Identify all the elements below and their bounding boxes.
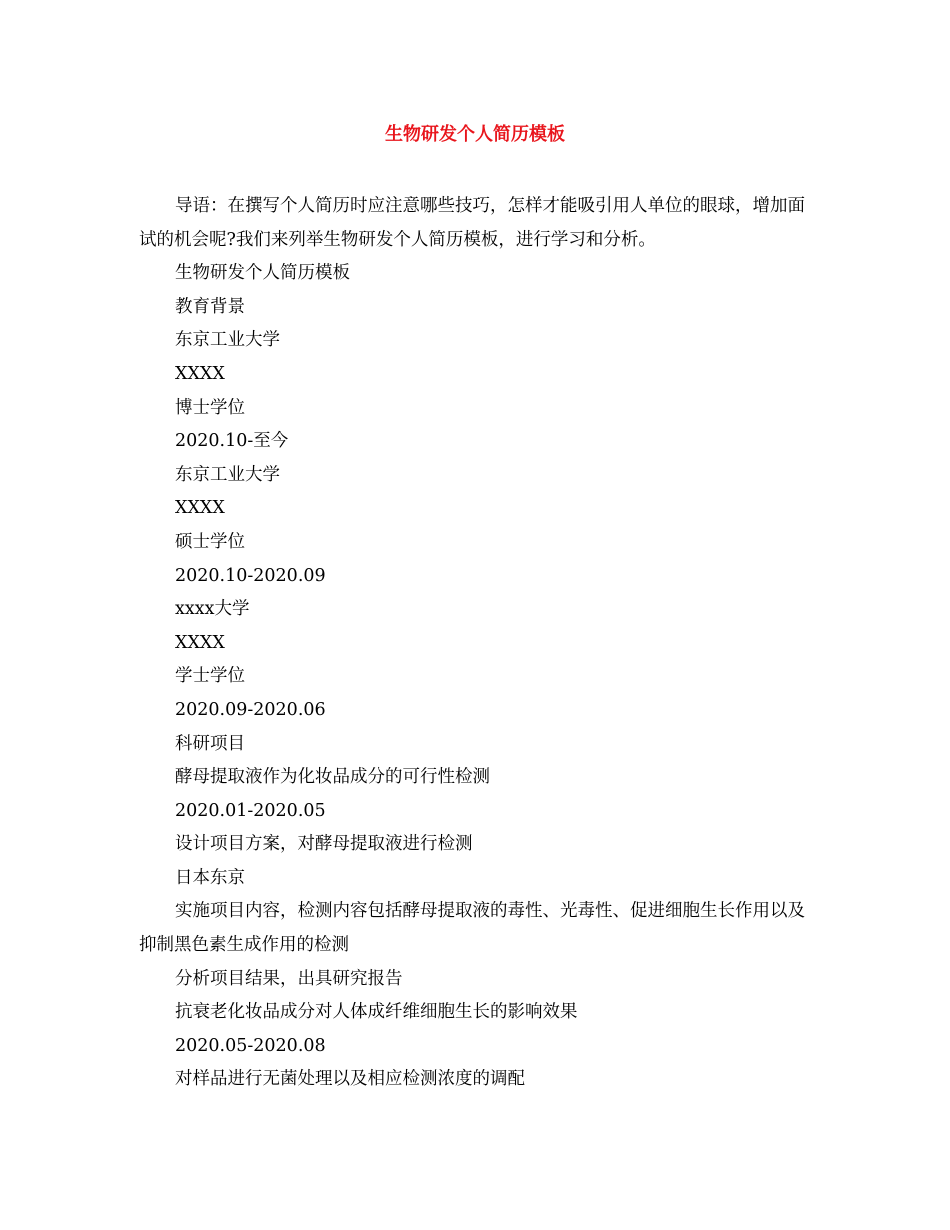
- project-period: 2020.05-2020.08: [175, 1035, 326, 1056]
- education-degree: 学士学位: [175, 666, 245, 687]
- education-major: XXXX: [175, 498, 225, 519]
- project-task: 分析项目结果，出具研究报告: [175, 968, 403, 989]
- education-period: 2020.09-2020.06: [175, 699, 326, 720]
- project-location: 日本东京: [175, 867, 245, 888]
- document-body: [139, 190, 819, 1097]
- section-heading-research: 科研项目: [175, 733, 245, 754]
- project-task: 实施项目内容，检测内容包括酵母提取液的毒性、光毒性、促进细胞生长作用以及抑制黑色素生成作用的检测: [139, 901, 805, 956]
- project-task: 对样品进行无菌处理以及相应检测浓度的调配: [175, 1069, 525, 1090]
- education-school: xxxx大学: [175, 599, 250, 620]
- project-title: 抗衰老化妆品成分对人体成纤维细胞生长的影响效果: [175, 1002, 578, 1023]
- education-degree: 博士学位: [175, 397, 245, 418]
- education-school: 东京工业大学: [175, 464, 280, 485]
- intro-paragraph: 导语：在撰写个人简历时应注意哪些技巧，怎样才能吸引用人单位的眼球，增加面试的机会呢?我们来列举生物研发个人简历模板，进行学习和分析。: [139, 196, 805, 250]
- education-period: 2020.10-2020.09: [175, 565, 326, 586]
- project-title: 酵母提取液作为化妆品成分的可行性检测: [175, 767, 490, 788]
- education-major: XXXX: [175, 632, 225, 653]
- section-heading-education: 教育背景: [175, 296, 245, 317]
- project-task: 设计项目方案，对酵母提取液进行检测: [175, 834, 473, 855]
- document-title: 生物研发个人简历模板: [385, 124, 565, 145]
- education-school: 东京工业大学: [175, 330, 280, 351]
- resume-heading: 生物研发个人简历模板: [175, 263, 350, 284]
- education-major: XXXX: [175, 363, 225, 384]
- education-period: 2020.10-至今: [175, 431, 289, 452]
- education-degree: 硕士学位: [175, 531, 245, 552]
- project-period: 2020.01-2020.05: [175, 800, 326, 821]
